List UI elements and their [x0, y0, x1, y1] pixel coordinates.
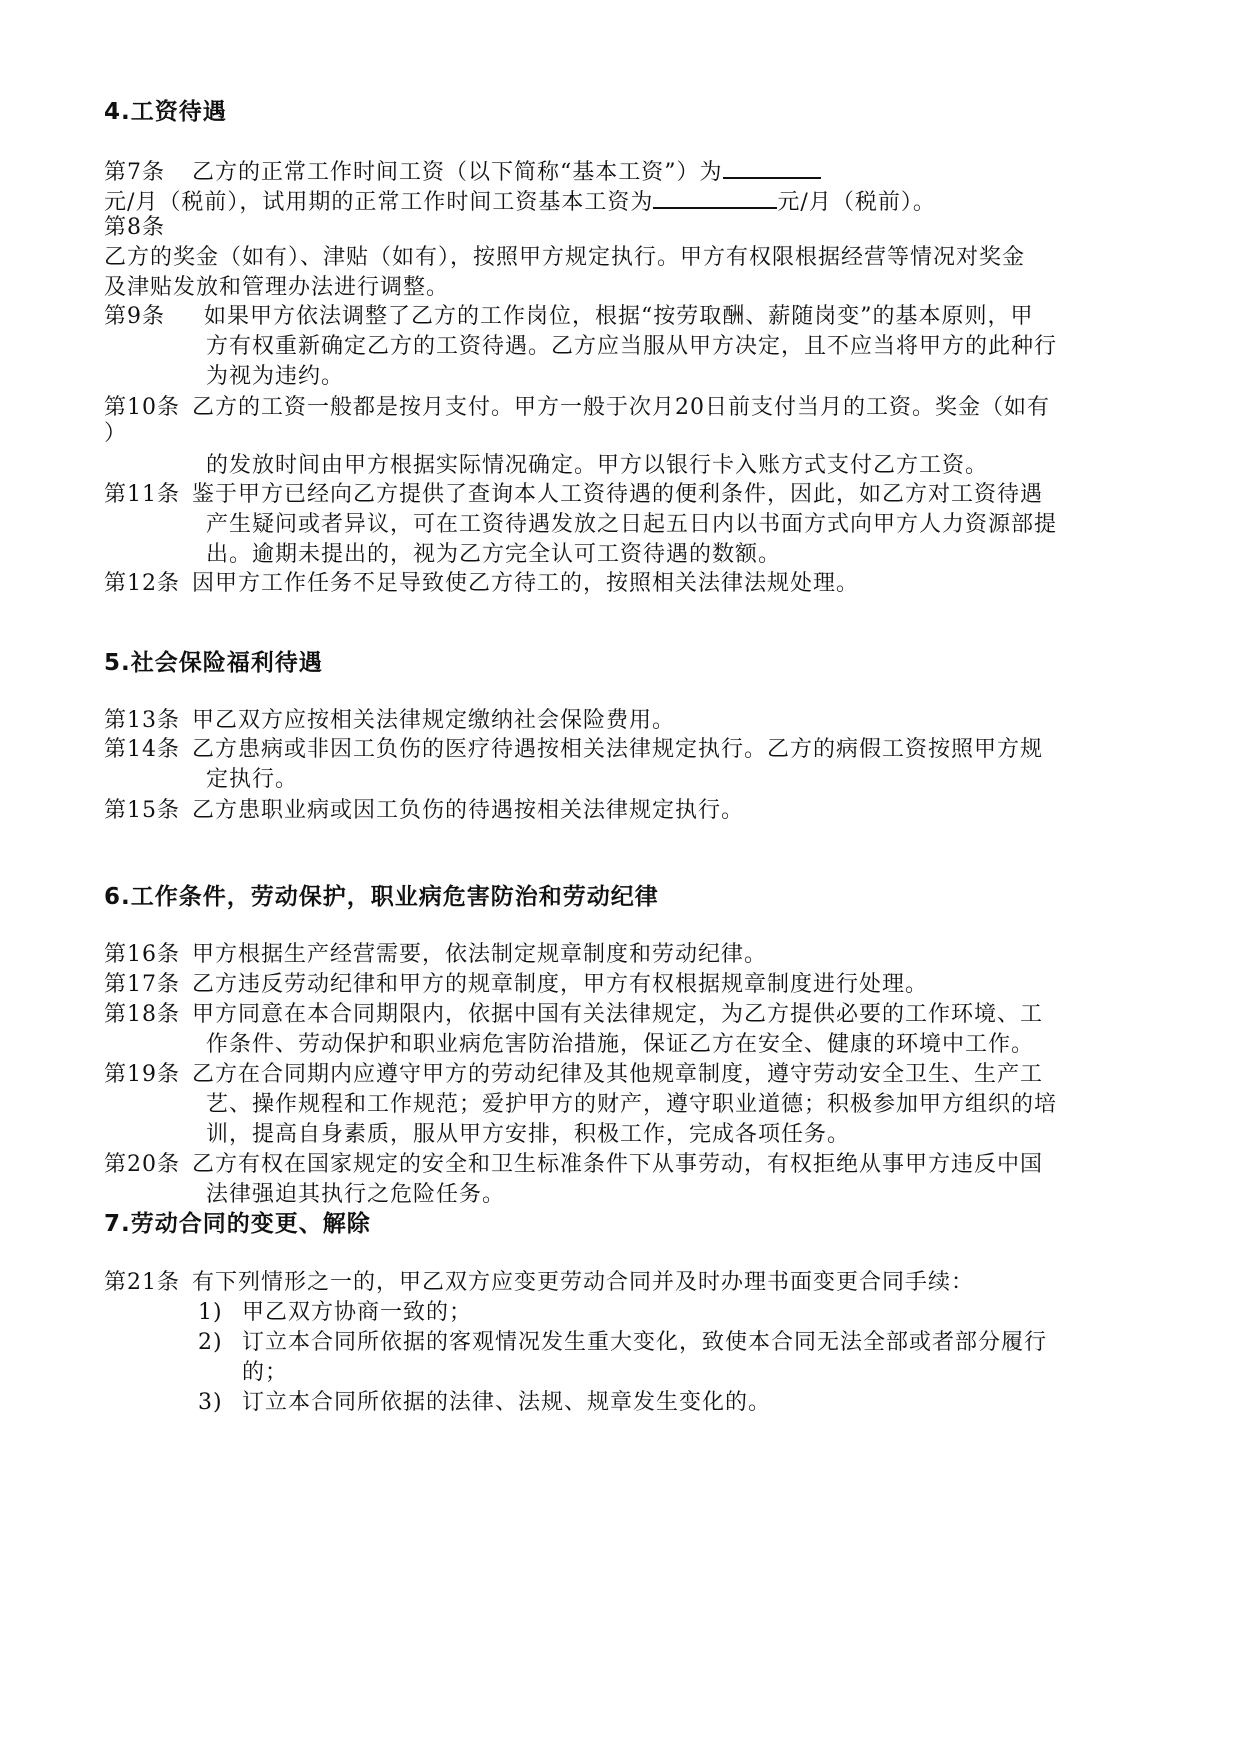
article-19-line-2: 艺、操作规程和工作规范；爱护甲方的财产，遵守职业道德；积极参加甲方组织的培 [206, 1092, 1058, 1117]
article-number: 第16条 [104, 942, 180, 967]
article-14-line-2: 定执行。 [206, 767, 299, 792]
list-marker: 2) [198, 1330, 223, 1355]
probation-salary-blank [653, 185, 777, 209]
article-10-line-1: 第10条 乙方的工资一般都是按月支付。甲方一般于次月20日前支付当月的工资。奖金（如有 [104, 393, 1050, 423]
article-11-line-2: 产生疑问或者异议，可在工资待遇发放之日起五日内以书面方式向甲方人力资源部提 [206, 512, 1058, 537]
article-21-line-1: 第21条 有下列情形之一的，甲乙双方应变更劳动合同并及时办理书面变更合同手续： [104, 1268, 974, 1298]
article-17-line-1: 第17条 乙方违反劳动纪律和甲方的规章制度，甲方有权根据规章制度进行处理。 [104, 970, 928, 1000]
article-8-line-1: 乙方的奖金（如有）、津贴（如有），按照甲方规定执行。甲方有权限根据经营等情况对奖金 [104, 245, 1026, 270]
section-6-heading: 6.工作条件，劳动保护，职业病危害防治和劳动纪律 [104, 884, 659, 910]
article-10-line-3: 的发放时间由甲方根据实际情况确定。甲方以银行卡入账方式支付乙方工资。 [206, 453, 989, 478]
list-item-continuation: 的； [242, 1360, 289, 1385]
list-marker: 3) [198, 1390, 223, 1415]
article-number: 第15条 [104, 798, 180, 823]
article-11-line-1: 第11条 鉴于甲方已经向乙方提供了查询本人工资待遇的便利条件，因此，如乙方对工资待遇 [104, 480, 1043, 510]
list-marker: 1) [198, 1300, 223, 1325]
article-number: 第7条 [104, 160, 165, 185]
article-10-line-2: ） [104, 421, 128, 446]
section-4-heading: 4.工资待遇 [104, 99, 227, 125]
article-20-line-2: 法律强迫其执行之危险任务。 [206, 1182, 506, 1207]
section-5-heading: 5.社会保险福利待遇 [104, 650, 323, 676]
article-11-line-3: 出。逾期未提出的，视为乙方完全认可工资待遇的数额。 [206, 542, 782, 567]
article-number: 第12条 [104, 571, 180, 596]
article-12-line-1: 第12条 因甲方工作任务不足导致使乙方待工的，按照相关法律法规处理。 [104, 569, 859, 599]
article-9-line-1: 第9条 如果甲方依法调整了乙方的工作岗位，根据“按劳取酬、薪随岗变”的基本原则，甲 [104, 302, 1034, 332]
article-19-line-3: 训，提高自身素质，服从甲方安排，积极工作，完成各项任务。 [206, 1122, 851, 1147]
article-number: 第18条 [104, 1002, 180, 1027]
article-number: 第11条 [104, 482, 180, 507]
article-20-line-1: 第20条 乙方有权在国家规定的安全和卫生标准条件下从事劳动，有权拒绝从事甲方违反中国 [104, 1150, 1043, 1180]
article-number: 第19条 [104, 1062, 180, 1087]
article-8-number: 第8条 [104, 215, 165, 240]
article-number: 第20条 [104, 1152, 180, 1177]
article-18-line-2: 作条件、劳动保护和职业病危害防治措施，保证乙方在安全、健康的环境中工作。 [206, 1032, 1035, 1057]
article-15-line-1: 第15条 乙方患职业病或因工负伤的待遇按相关法律规定执行。 [104, 796, 744, 826]
base-salary-blank [723, 155, 821, 179]
article-number: 第9条 [104, 304, 165, 329]
list-item: 3) 订立本合同所依据的法律、法规、规章发生变化的。 [198, 1388, 771, 1418]
article-19-line-1: 第19条 乙方在合同期内应遵守甲方的劳动纪律及其他规章制度，遵守劳动安全卫生、生产工 [104, 1060, 1043, 1090]
article-13-line-1: 第13条 甲乙双方应按相关法律规定缴纳社会保险费用。 [104, 706, 675, 736]
article-8-line-2: 及津贴发放和管理办法进行调整。 [104, 275, 450, 300]
section-7-heading: 7.劳动合同的变更、解除 [104, 1211, 371, 1237]
article-number: 第17条 [104, 972, 180, 997]
list-item: 2) 订立本合同所依据的客观情况发生重大变化，致使本合同无法全部或者部分履行 [198, 1328, 1047, 1358]
article-16-line-1: 第16条 甲方根据生产经营需要，依法制定规章制度和劳动纪律。 [104, 940, 767, 970]
article-14-line-1: 第14条 乙方患病或非因工负伤的医疗待遇按相关法律规定执行。乙方的病假工资按照甲方规 [104, 735, 1043, 765]
article-9-line-2: 方有权重新确定乙方的工资待遇。乙方应当服从甲方决定，且不应当将甲方的此种行 [206, 334, 1058, 359]
article-9-line-3: 为视为违约。 [206, 364, 345, 389]
article-number: 第21条 [104, 1270, 180, 1295]
article-18-line-1: 第18条 甲方同意在本合同期限内，依据中国有关法律规定，为乙方提供必要的工作环境、工 [104, 1000, 1043, 1030]
article-number: 第14条 [104, 737, 180, 762]
article-7-line-2: 元/月（税前），试用期的正常工作时间工资基本工资为 元/月（税前）。 [104, 185, 936, 218]
article-number: 第13条 [104, 708, 180, 733]
article-number: 第10条 [104, 395, 180, 420]
list-item: 1) 甲乙双方协商一致的； [198, 1298, 472, 1328]
article-7-line-1: 第7条 乙方的正常工作时间工资（以下简称“基本工资”）为 [104, 155, 821, 188]
